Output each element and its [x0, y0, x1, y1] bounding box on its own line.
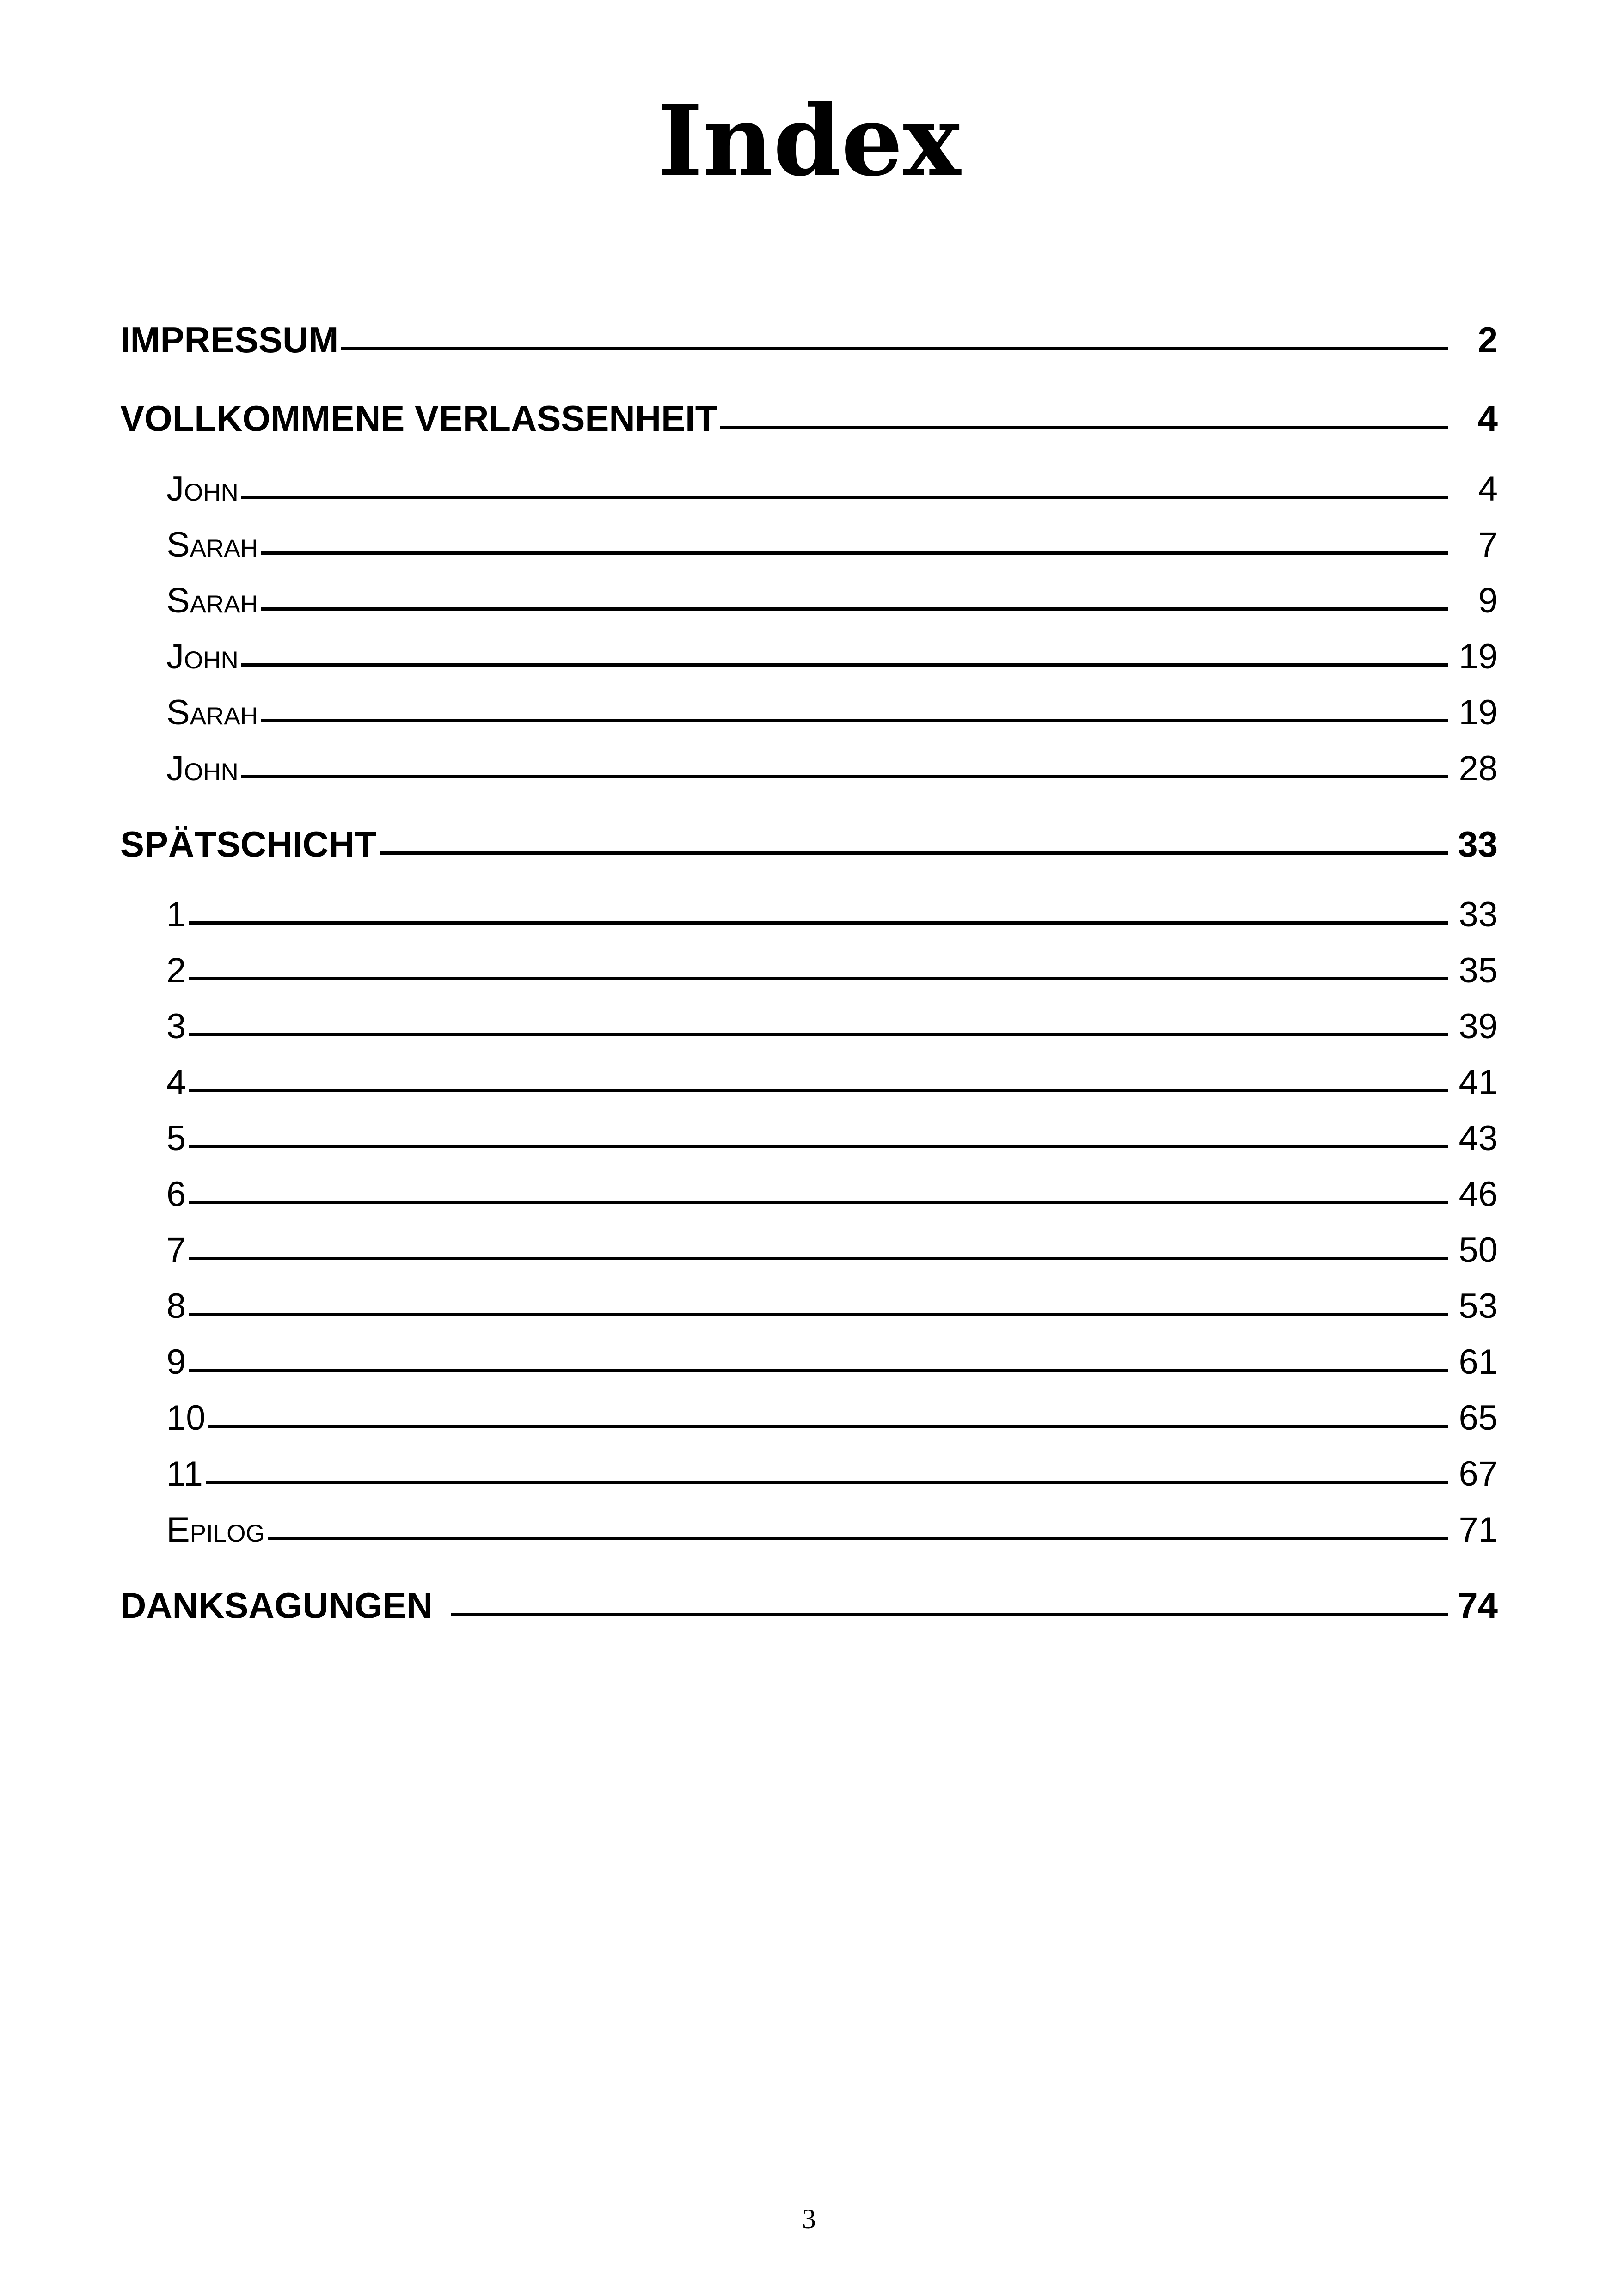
toc-subentry[interactable] — [120, 634, 1498, 680]
toc-subentry-page: 43 — [1459, 1119, 1498, 1158]
toc-subentry-page: 67 — [1459, 1454, 1498, 1494]
toc-leader-line — [206, 1481, 1448, 1484]
toc-subentry-label: Sarah — [166, 581, 258, 620]
toc-subentry[interactable] — [120, 948, 1498, 994]
toc-subentry-label: Sarah — [166, 693, 258, 732]
table-of-contents — [120, 314, 1498, 1659]
toc-entry-danksagungen[interactable] — [120, 1580, 1498, 1631]
toc-subentry-label: 3 — [166, 1007, 186, 1046]
toc-entry-vollkommene-verlassenheit[interactable] — [120, 393, 1498, 444]
toc-leader-line — [189, 1145, 1448, 1148]
toc-entry-page: 33 — [1458, 824, 1498, 864]
toc-subentry-label: 5 — [166, 1119, 186, 1158]
toc-subentry[interactable] — [120, 1171, 1498, 1218]
toc-subentry[interactable] — [120, 1283, 1498, 1329]
toc-subentry-page: 9 — [1478, 581, 1498, 620]
toc-subentry-label: 7 — [166, 1231, 186, 1270]
toc-subentry-page: 71 — [1459, 1510, 1498, 1549]
toc-entry-spaetschicht[interactable] — [120, 819, 1498, 869]
toc-subentry-page: 33 — [1459, 895, 1498, 934]
toc-leader-line — [341, 347, 1448, 350]
toc-subentry-label: 2 — [166, 951, 186, 990]
toc-subentry-page: 53 — [1459, 1286, 1498, 1326]
toc-subentry-page: 19 — [1459, 693, 1498, 732]
toc-subentry[interactable] — [120, 1395, 1498, 1441]
toc-subentry-label: 6 — [166, 1175, 186, 1214]
toc-leader-line — [241, 663, 1448, 667]
toc-entry-page: 2 — [1477, 319, 1498, 360]
toc-leader-line — [189, 1089, 1448, 1092]
toc-subentry[interactable] — [120, 1339, 1498, 1385]
toc-subentry[interactable] — [120, 690, 1498, 736]
toc-subentry[interactable] — [120, 1227, 1498, 1274]
toc-leader-line — [261, 719, 1448, 722]
toc-subentry-page: 61 — [1459, 1342, 1498, 1382]
toc-entry-page: 74 — [1458, 1585, 1498, 1626]
toc-entry-label: SPÄTSCHICHT — [120, 824, 377, 864]
toc-leader-line — [261, 607, 1448, 611]
toc-subentry[interactable] — [120, 466, 1498, 512]
toc-subentry[interactable] — [120, 1451, 1498, 1497]
toc-subentry[interactable] — [120, 1059, 1498, 1106]
toc-subentry-page: 41 — [1459, 1063, 1498, 1102]
toc-subentry-label: Epilog — [166, 1510, 265, 1549]
toc-subentry-page: 35 — [1459, 951, 1498, 990]
toc-leader-line — [189, 1201, 1448, 1204]
toc-entry-label: IMPRESSUM — [120, 319, 339, 360]
toc-leader-line — [189, 921, 1448, 925]
toc-subentry-label: John — [166, 637, 239, 676]
toc-leader-line — [241, 496, 1448, 499]
toc-leader-line — [268, 1537, 1448, 1540]
toc-subentry[interactable] — [120, 578, 1498, 624]
toc-leader-line — [720, 426, 1448, 429]
toc-leader-line — [189, 1257, 1448, 1260]
toc-subentry-label: 11 — [166, 1454, 203, 1494]
toc-subentry[interactable] — [120, 1507, 1498, 1553]
toc-subentry-page: 46 — [1459, 1175, 1498, 1214]
toc-subentry-label: 9 — [166, 1342, 186, 1382]
toc-leader-line — [380, 851, 1448, 855]
toc-leader-line — [189, 1313, 1448, 1316]
toc-subentry-label: John — [166, 469, 239, 508]
toc-subentry-page: 7 — [1478, 525, 1498, 564]
toc-subentry-label: 10 — [166, 1398, 206, 1438]
toc-leader-line — [241, 775, 1448, 778]
toc-subentry-page: 4 — [1478, 469, 1498, 508]
toc-subentry[interactable] — [120, 892, 1498, 938]
toc-subentry-label: 4 — [166, 1063, 186, 1102]
toc-entry-label: DANKSAGUNGEN — [120, 1585, 433, 1626]
toc-entry-page: 4 — [1477, 398, 1498, 439]
toc-leader-line — [189, 1033, 1448, 1036]
page-number: 3 — [802, 2204, 816, 2234]
toc-entry-impressum[interactable] — [120, 314, 1498, 365]
toc-subentry[interactable] — [120, 1004, 1498, 1050]
toc-subentry-page: 28 — [1459, 749, 1498, 788]
toc-leader-line — [189, 977, 1448, 980]
toc-leader-line — [451, 1613, 1448, 1616]
toc-leader-line — [189, 1369, 1448, 1372]
toc-subentry-label: 1 — [166, 895, 186, 934]
toc-leader-line — [208, 1425, 1448, 1428]
toc-subentry-page: 65 — [1459, 1398, 1498, 1438]
toc-entry-label: VOLLKOMMENE VERLASSENHEIT — [120, 398, 717, 439]
toc-subentry-label: 8 — [166, 1286, 186, 1326]
toc-subentry-page: 50 — [1459, 1231, 1498, 1270]
toc-subentry[interactable] — [120, 522, 1498, 568]
page-title: Index — [657, 84, 961, 198]
toc-subentry-page: 19 — [1459, 637, 1498, 676]
toc-subentry-page: 39 — [1459, 1007, 1498, 1046]
toc-subentry[interactable] — [120, 746, 1498, 792]
toc-subentry-label: John — [166, 749, 239, 788]
toc-leader-line — [261, 551, 1448, 555]
toc-subentry-label: Sarah — [166, 525, 258, 564]
toc-subentry[interactable] — [120, 1115, 1498, 1162]
